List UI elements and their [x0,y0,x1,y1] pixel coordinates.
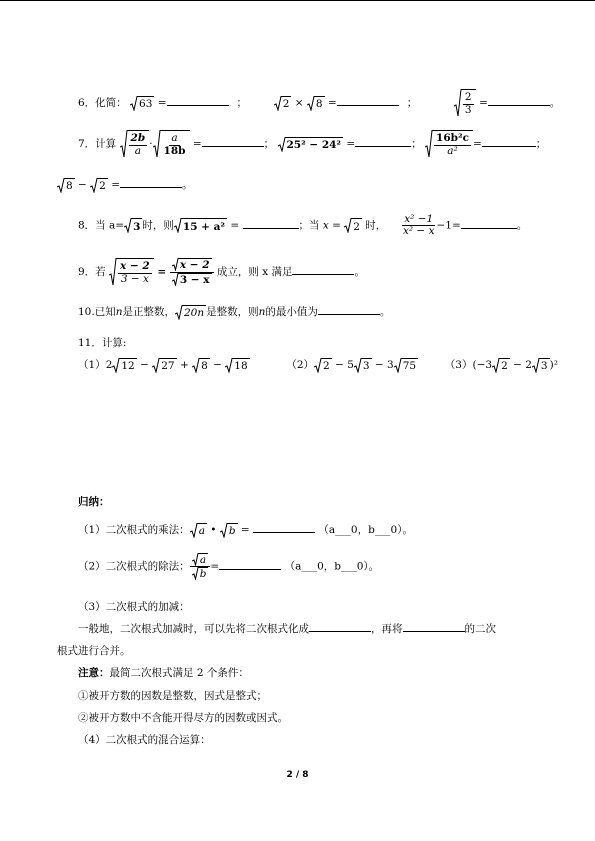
summary-addition: （3）二次根式的加减： [78,601,190,613]
question-11-label: 11．计算: [78,337,127,349]
header-rule [0,0,595,1]
answer-blank-6a[interactable] [167,95,229,106]
answer-blank-7c[interactable] [482,136,536,147]
sqrt-20n: 20n [175,305,206,320]
answer-blank-simplest[interactable] [309,621,371,632]
page-number: 2 / 8 [286,770,309,780]
summary-multiplication: （1）二次根式的乘法： a • b = （a___0，b___0）。 [78,524,413,537]
sqrt-63: 63 [130,96,154,111]
fraction-sqrt-right: $\frac{x - 2}{3 - x}$ [170,258,214,285]
sqrt-2b-over-a: $\frac{2b}{a}$ [120,130,150,158]
sqrt-8b: 8 [57,178,75,193]
sqrt-frac-left: $\frac{x - 2}{3 - x}$ [109,258,154,286]
summary-division: （2）二次根式的除法： $\frac{a}{b}$ = （a___0，b___0）。 [78,554,380,581]
fraction-x2: $\frac{\text{x² −1}}{\text{x² − x}}$ [402,213,435,238]
answer-blank-9[interactable] [292,264,354,275]
answer-blank-7d[interactable] [120,177,182,188]
sqrt-25sq-minus-24sq: 25² − 24² [278,137,344,152]
sqrt-8: 8 [307,96,325,111]
summary-note: 注意：最简二次根式满足 2 个条件： [78,667,249,679]
fraction-sqrt-a-over-sqrt-b: $\frac{a}{b}$ [190,553,211,580]
sqrt-15-plus-a2: 15 + a² [174,218,227,233]
q7-label: 7．计算 [78,138,117,150]
answer-blank-mult[interactable] [253,522,315,533]
answer-blank-8b[interactable] [461,218,517,229]
answer-blank-7a[interactable] [202,136,264,147]
answer-blank-6b[interactable] [337,95,399,106]
answer-blank-7b[interactable] [355,136,411,147]
sqrt-two-thirds: $\frac{2}{3}$ [454,89,476,117]
answer-blank-div[interactable] [219,559,281,570]
q6-label: 6．化简： [78,97,127,109]
question-8: 8．当 a= 3 时，则 15 + a² = ；当 x = 2 时， $\frac{\text{x² −1}}{\text{x² − x}}$ −1= 。 [78,213,528,238]
answer-blank-same-type[interactable] [403,621,465,632]
summary-mixed-operations: （4）二次根式的混合运算： [78,734,211,746]
summary-title: 归纳： [78,496,110,508]
sqrt-3: 3 [124,218,142,233]
sqrt-2b: 2 [90,178,108,193]
sqrt-a-over-18b: $\frac{a}{18b}$ [153,130,190,158]
sqrt-16b2c-over-a2: $\frac{\text{16b²c}}{\text{a²}}$ [425,130,473,158]
note-condition-2: ②被开方数中不含能开得尽方的因数或因式。 [78,712,288,724]
answer-blank-6c[interactable] [488,95,550,106]
question-6: 6．化简： 63 = ； 2 × 8 = ； $\frac{2}{3}$ = 。 [78,89,560,117]
sqrt-2: 2 [274,96,292,111]
answer-blank-10[interactable] [318,304,380,315]
summary-paragraph-line1: 一般地，二次根式加减时，可以先将二次根式化成 ，再将 的二次 [78,623,496,635]
note-condition-1: ①被开方数的因数是整数，因式是整式； [78,690,267,702]
answer-blank-8a[interactable] [243,218,299,229]
sqrt-2c: 2 [344,218,362,233]
question-7: 7．计算 $\frac{2b}{a}$ · $\frac{a}{18b}$ = ； 25² − 24² = ； $\frac{\text{16b²c}}{\text{a²}}$ = ； [78,130,546,158]
summary-paragraph-line2: 根式进行合并。 [57,645,131,657]
question-7-line2: 8 − 2 = 。 [57,177,193,193]
question-9: 9．若 $\frac{x - 2}{3 - x}$ = $\frac{x - 2}{3 - x}$ 成立，则 x 满足 。 [78,259,365,286]
question-10: 10.已知n是正整数， 20n 是整数，则n的最小值为 。 [78,306,391,319]
question-11-parts: （1）2 12 − 27 + 8 − 18 （2） 2 − 5 3 − 3 75 （3）(−3 2 − 2 3 )² [78,359,558,372]
